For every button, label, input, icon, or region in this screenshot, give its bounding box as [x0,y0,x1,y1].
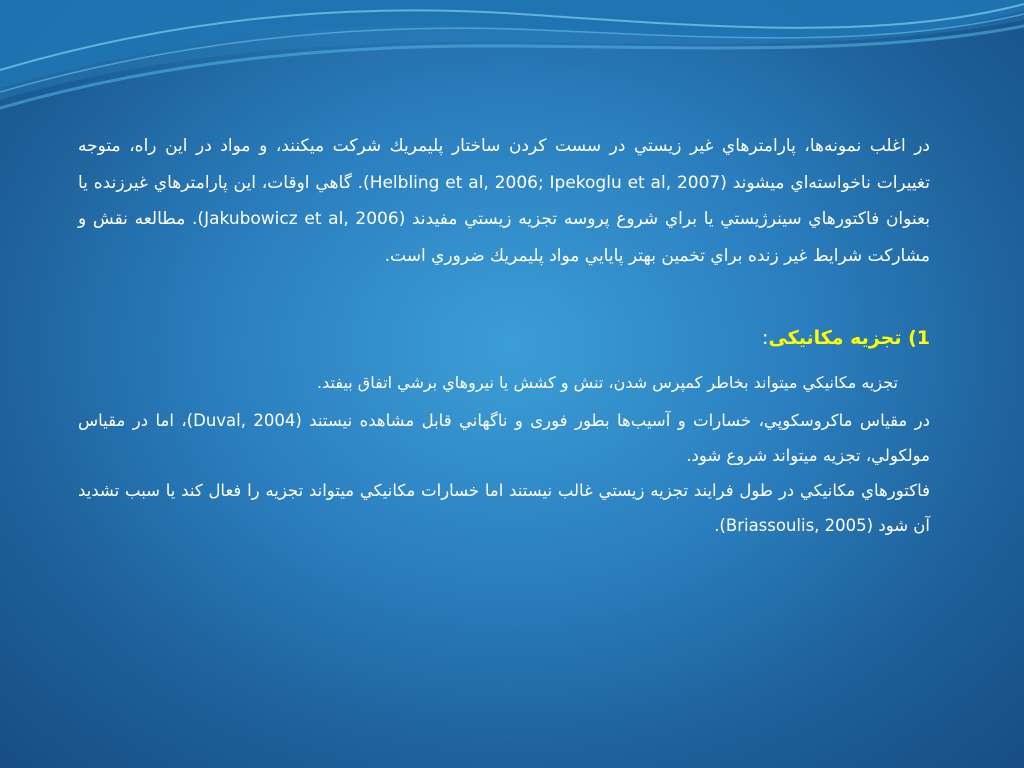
mechanical-factors-paragraph: فاكتورهاي مكانيكي در طول فرايند تجزيه زيستي غالب نيستند اما خسارات مكانيكي ميتواند تجزيه را فعال كند يا سبب تشديد آن شود (Briassoulis, 2005). [78,481,930,535]
intro-paragraph: در اغلب نمونه‌ها، پارامترهاي غير زيستي در سست كردن ساختار پليمريك شركت ميكنند، و مواد در اين راه، متوجه تغييرات ناخواسته‌اي ميشوند (Helbling et al, 2006; Ipekoglu et al, 2007). گاهي اوقات، اين پارامترهاي غيرزنده يا بعنوان فاكتورهاي سينرژيستي يا براي شروع پروسه تجزيه زيستي مفيدند (Jakubowicz et al, 2006). مطالعه نقش و مشاركت شرايط غير زنده براي تخمين بهتر پايايي مواد پليمريك ضروري است. [78,136,931,266]
decorative-waves [0,0,1024,120]
section-heading [78,323,930,353]
section-heading-label: 1) تجزيه مكانيكی [768,327,930,349]
macroscale-paragraph: در مقياس ماكروسكوپي، خسارات و آسيب‌ها بطور فوری و ناگهاني قابل مشاهده نيستند (Duval, 2004)، اما در مقياس مولكولي، تجزيه ميتواند شروع شود. [78,411,930,465]
slide-content [78,128,930,543]
section-subtitle: تجزيه مكانيكي ميتواند بخاطر كمپرس شدن، تنش و كشش يا نيروهاي برشي اتفاق بيفتد. [317,373,898,392]
section-heading-colon: : [762,327,769,349]
